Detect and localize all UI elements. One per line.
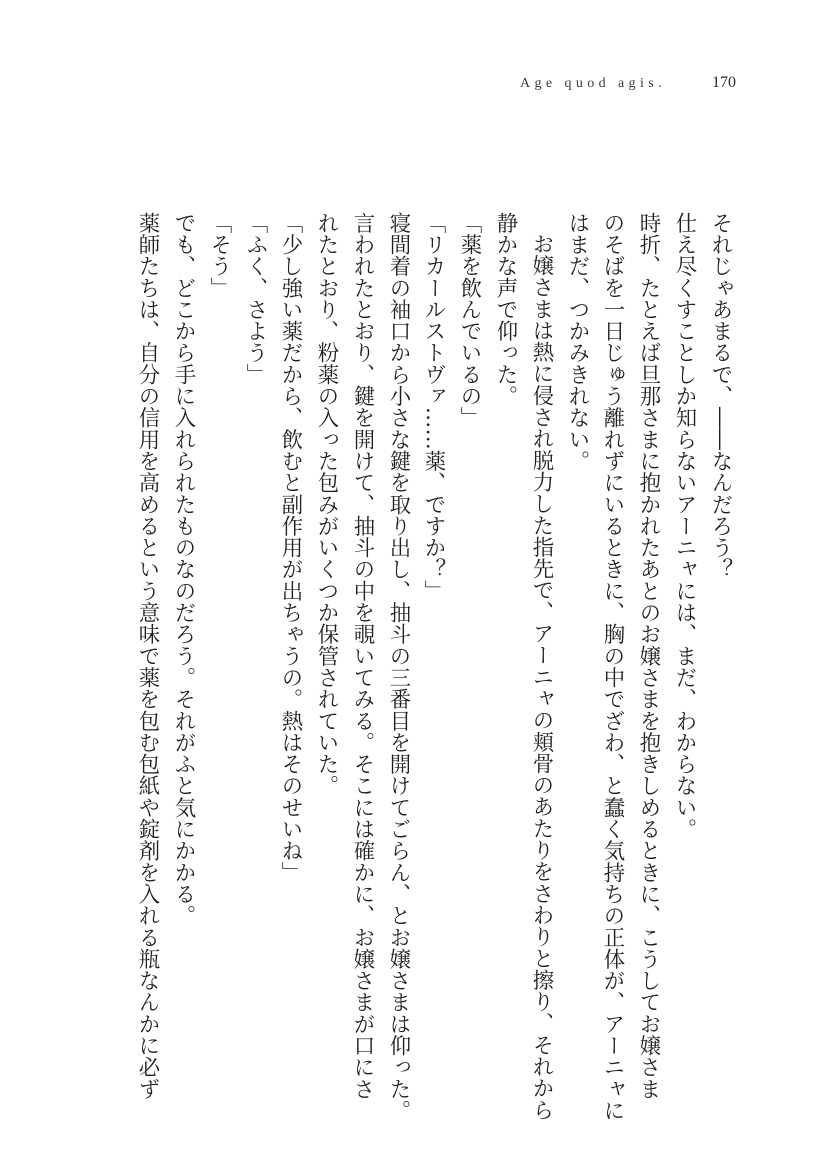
text-line: 静かな声で仰った。	[493, 212, 518, 407]
text-line: それじゃあまるで、――なんだろう？	[708, 212, 733, 581]
text-line: のそばを一日じゅう離れずにいるときに、胸の中でざわ、と蠢く気持ちの正体が、アーニャに	[600, 212, 625, 1122]
text-line: 仕え尽くすことしか知らないアーニャには、まだ、わからない。	[672, 212, 697, 840]
text-line: 「リカールストヴァ……薬、ですか？」	[421, 212, 446, 602]
text-line: 「少し強い薬だから、飲むと副作用が出ちゃうの。熱はそのせいね」	[278, 212, 303, 884]
text-line: 寝間着の袖口から小さな鍵を取り出し、抽斗の三番目を開けてごらん、とお嬢さまは仰った。	[386, 212, 411, 1122]
page-number: 170	[712, 74, 736, 91]
text-line: はまだ、つかみきれない。	[565, 212, 590, 472]
text-line: 「そう」	[207, 212, 232, 299]
running-title: Age quod agis.	[520, 76, 666, 91]
text-line: お嬢さまは熱に侵され脱力した指先で、アーニャの頬骨のあたりをさわりと擦り、それから	[529, 233, 554, 1121]
text-line: でも、どこから手に入れられたものなのだろう。それがふと気にかかる。	[171, 212, 196, 927]
text-line: 薬師たちは、自分の信用を高めるという意味で薬を包む包紙や錠剤を入れる瓶なんかに必ず	[135, 212, 160, 1100]
text-line: 時折、たとえば旦那さまに抱かれたあとのお嬢さまを抱きしめるときに、こうしてお嬢さま	[636, 212, 661, 1100]
text-line: 言われたとおり、鍵を開けて、抽斗の中を覗いてみる。そこには確かに、お嬢さまが口にさ	[350, 212, 375, 1100]
text-line: れたとおり、粉薬の入った包みがいくつか保管されていた。	[314, 212, 339, 797]
text-line: 「薬を飲んでいるの」	[457, 212, 482, 429]
text-line: 「ふく、さよう」	[243, 212, 268, 386]
running-header	[520, 74, 736, 92]
